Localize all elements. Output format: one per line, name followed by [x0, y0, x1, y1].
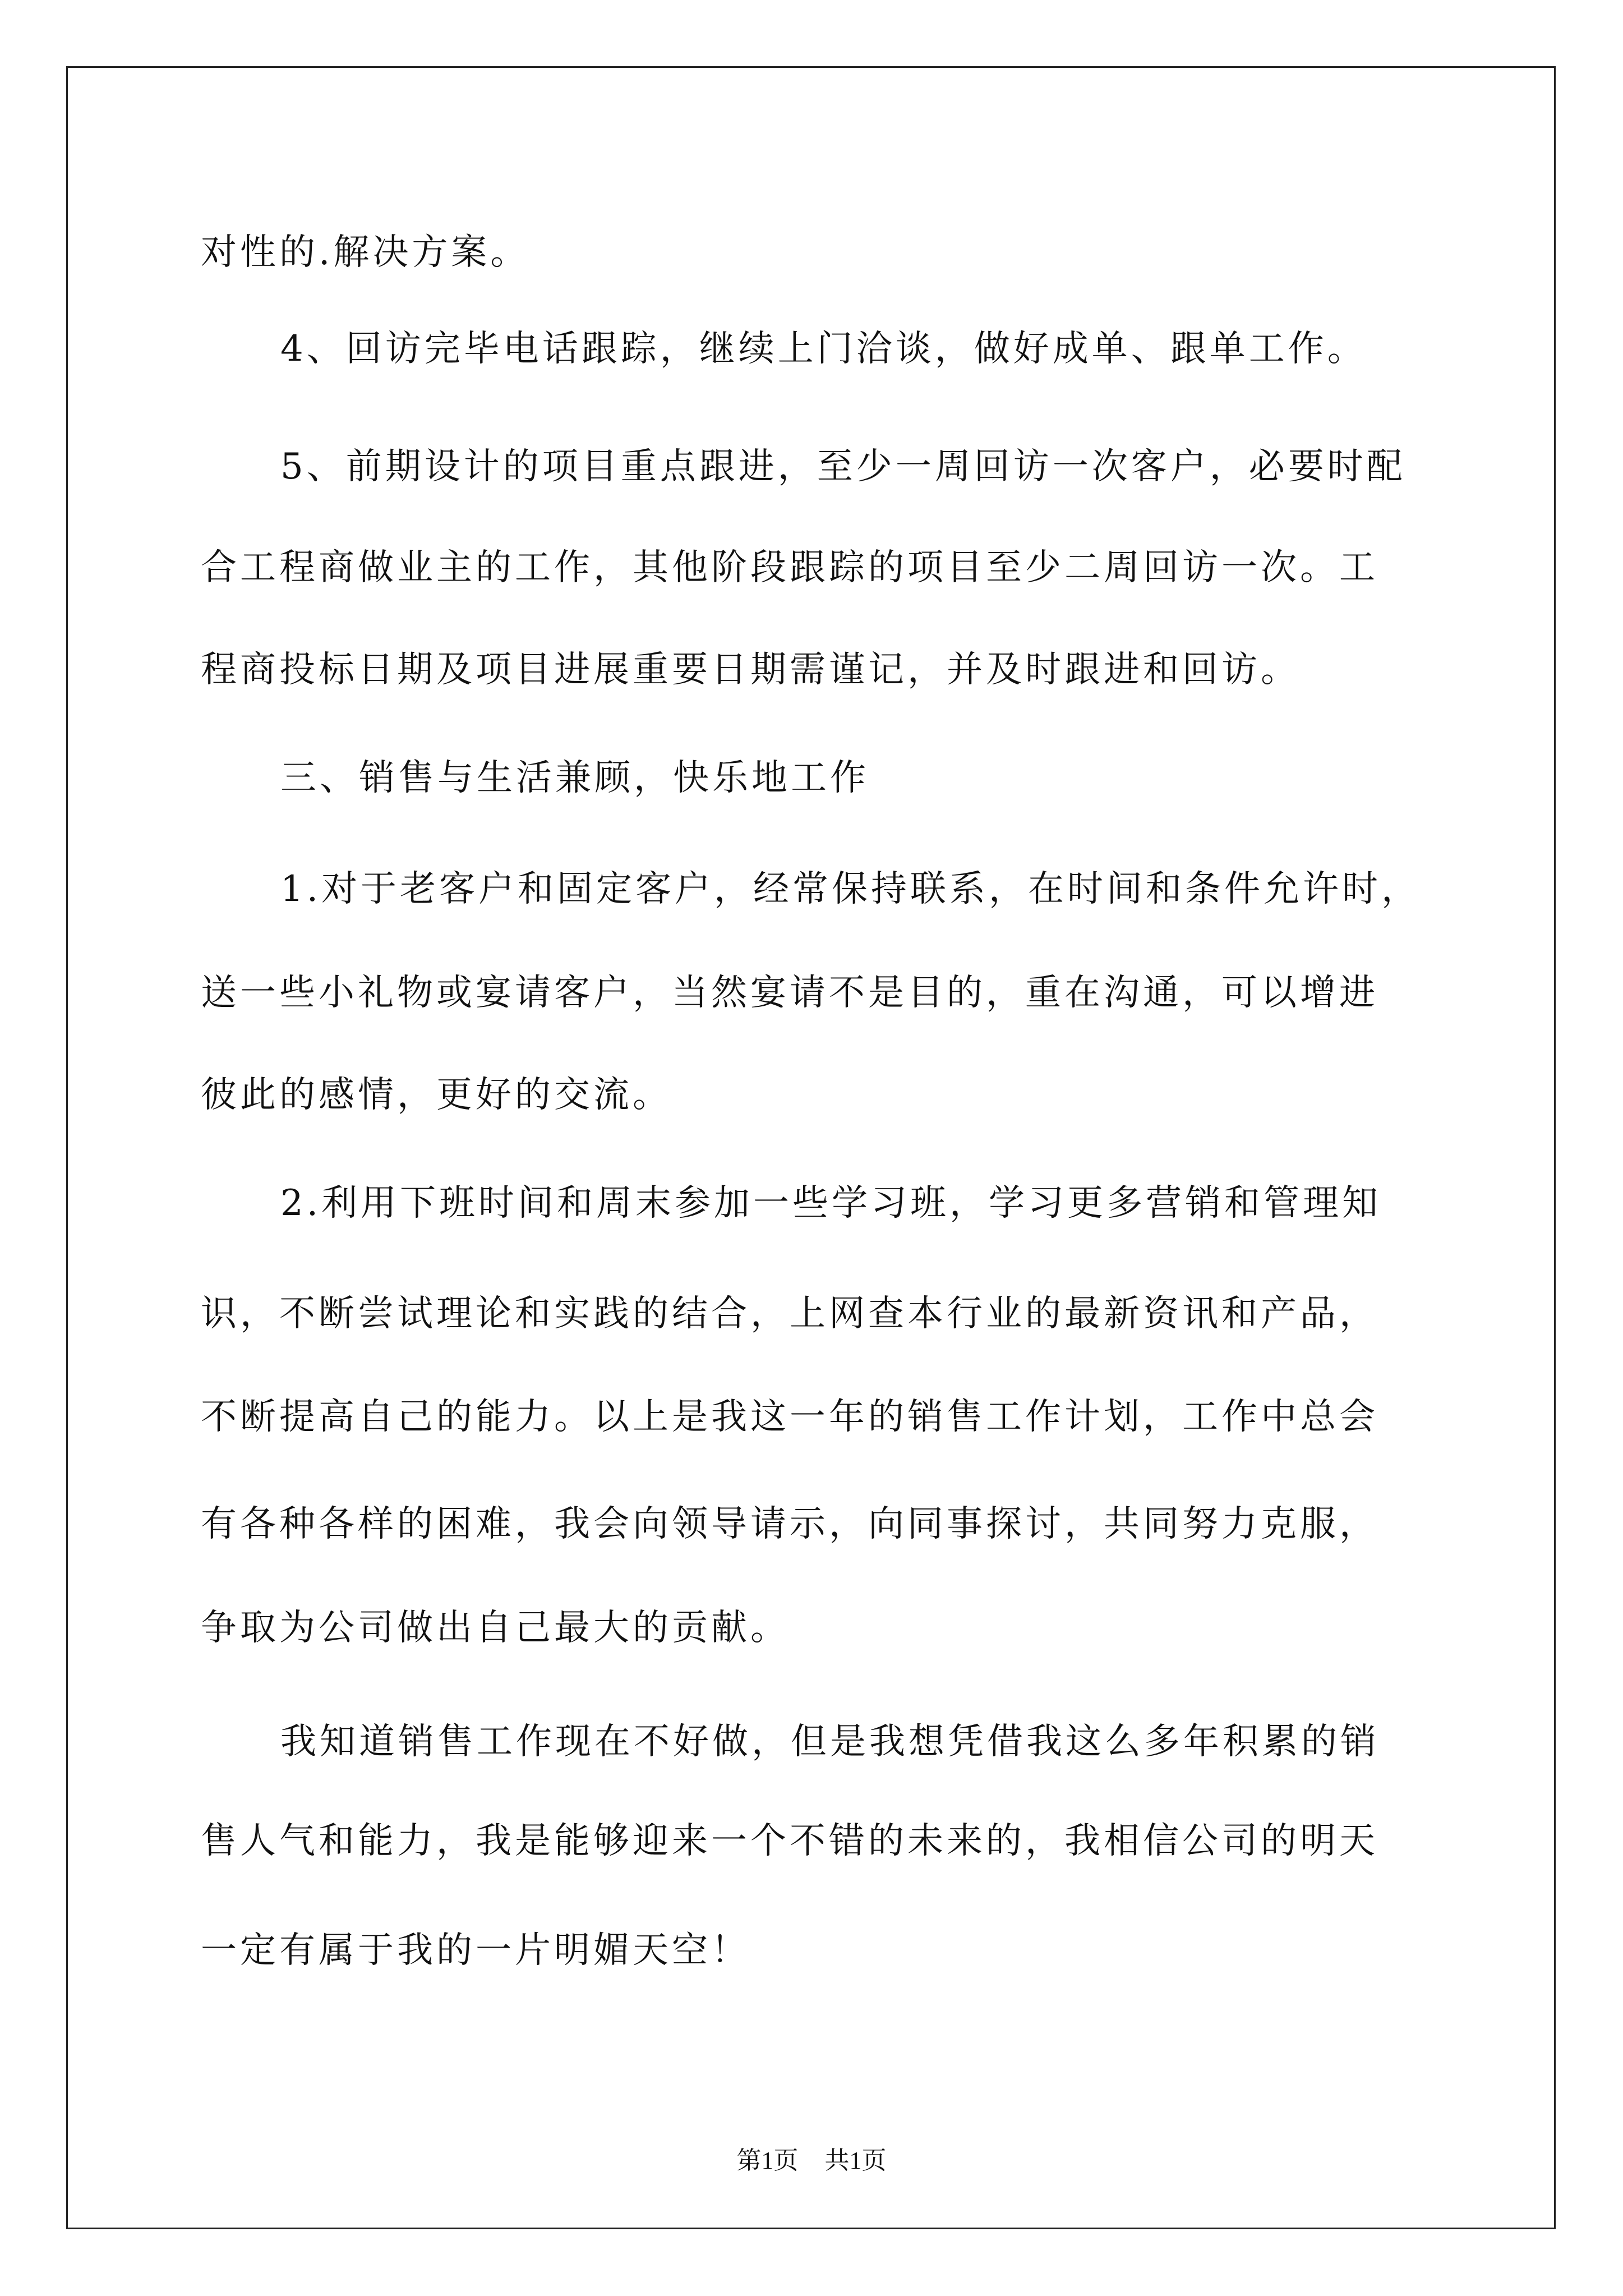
text-line: 有各种各样的困难，我会向领导请示，向同事探讨，共同努力克服， — [201, 1503, 1378, 1545]
text-line: 识，不断尝试理论和实践的结合，上网查本行业的最新资讯和产品， — [201, 1293, 1378, 1335]
text-line: 送一些小礼物或宴请客户，当然宴请不是目的，重在沟通，可以增进 — [201, 972, 1378, 1014]
page-footer — [0, 2148, 1623, 2173]
text-line: 售人气和能力，我是能够迎来一个不错的未来的，我相信公司的明天 — [201, 1820, 1378, 1862]
text-line: 对性的.解决方案。 — [201, 232, 530, 273]
page-total: 共1页 — [824, 2147, 887, 2174]
paragraph-5: 5、前期设计的项目重点跟进，至少一周回访一次客户，必要时配 — [280, 446, 1406, 487]
page-number: 第1页 — [736, 2147, 799, 2174]
page-border — [66, 66, 1556, 2229]
text-line: 争取为公司做出自己最大的贡献。 — [201, 1607, 790, 1649]
paragraph-1: 1.对于老客户和固定客户，经常保持联系，在时间和条件允许时， — [280, 868, 1421, 910]
paragraph-2: 2.利用下班时间和周末参加一些学习班，学习更多营销和管理知 — [280, 1182, 1382, 1224]
text-line: 一定有属于我的一片明媚天空！ — [201, 1930, 750, 1971]
text-line: 程商投标日期及项目进展重要日期需谨记，并及时跟进和回访。 — [201, 649, 1300, 691]
paragraph-4: 4、回访完毕电话跟踪，继续上门洽谈，做好成单、跟单工作。 — [280, 328, 1367, 370]
text-line: 彼此的感情，更好的交流。 — [201, 1074, 672, 1116]
paragraph-closing: 我知道销售工作现在不好做，但是我想凭借我这么多年积累的销 — [280, 1721, 1380, 1763]
text-line: 合工程商做业主的工作，其他阶段跟踪的项目至少二周回访一次。工 — [201, 547, 1378, 588]
text-line: 不断提高自己的能力。以上是我这一年的销售工作计划，工作中总会 — [201, 1396, 1378, 1438]
section-heading: 三、销售与生活兼顾，快乐地工作 — [280, 757, 869, 799]
